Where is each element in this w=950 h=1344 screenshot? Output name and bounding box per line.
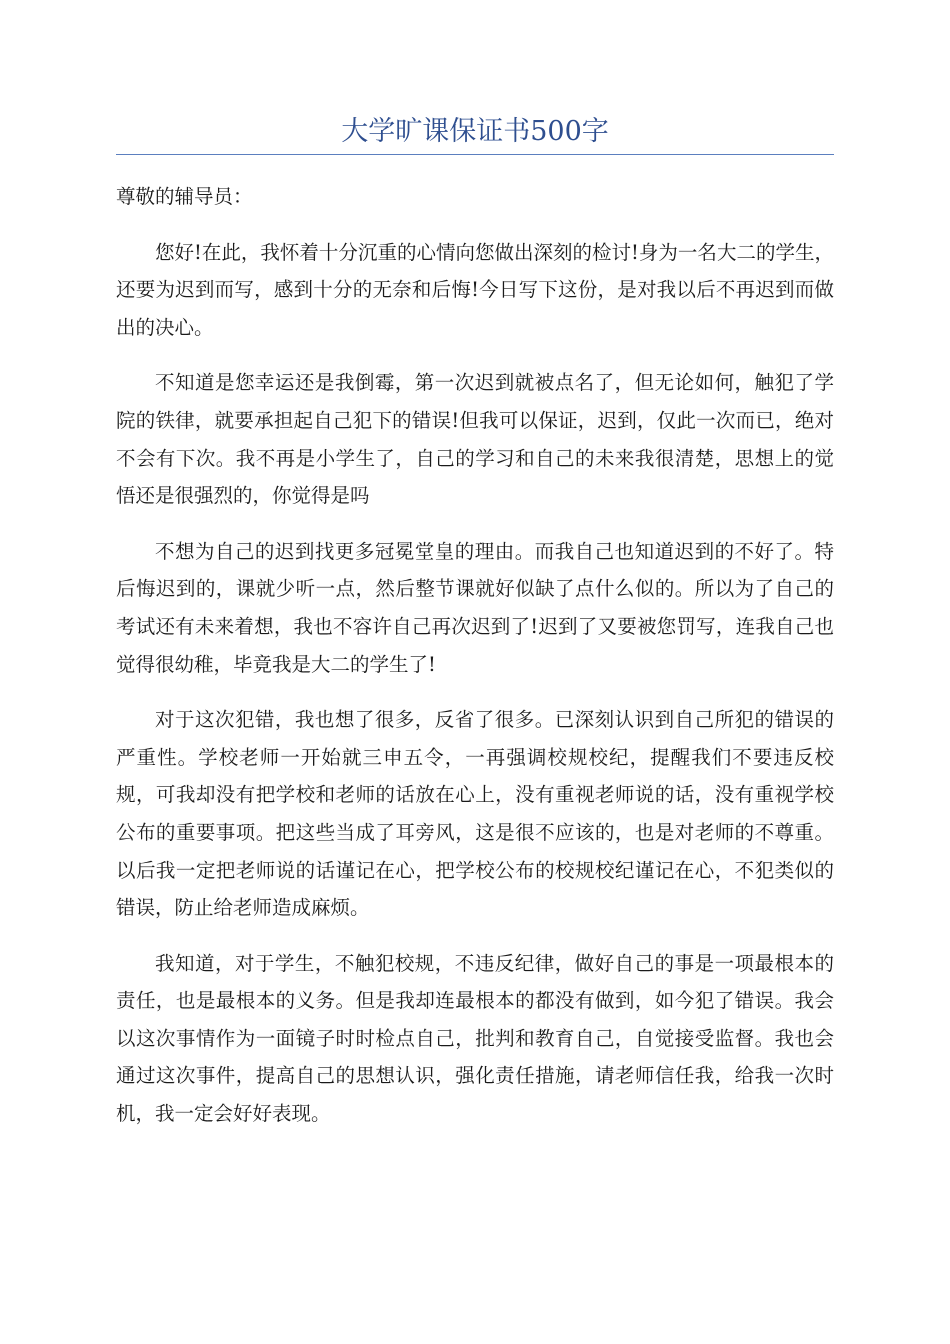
paragraph-2: 不知道是您幸运还是我倒霉，第一次迟到就被点名了，但无论如何，触犯了学院的铁律，就要承担起自己犯下的错误!但我可以保证，迟到，仅此一次而已，绝对不会有下次。我不再是小学生了，自己的学习和自己的未来我很清楚，思想上的觉悟还是很强烈的，你觉得是吗 <box>116 371 834 508</box>
document-body <box>116 178 834 1151</box>
paragraph-1: 您好!在此，我怀着十分沉重的心情向您做出深刻的检讨!身为一名大二的学生，还要为迟到而写，感到十分的无奈和后悔!今日写下这份，是对我以后不再迟到而做出的决心。 <box>116 240 834 339</box>
title-divider <box>116 154 834 155</box>
paragraph-5: 我知道，对于学生，不触犯校规，不违反纪律，做好自己的事是一项最根本的责任，也是最根本的义务。但是我却连最根本的都没有做到，如今犯了错误。我会以这次事情作为一面镜子时时检点自己，批判和教育自己，自觉接受监督。我也会通过这次事件，提高自己的思想认识，强化责任措施，请老师信任我，给我一次时机，我一定会好好表现。 <box>116 951 834 1126</box>
page-title: 大学旷课保证书500字 <box>341 116 609 147</box>
salutation: 尊敬的辅导员： <box>116 185 253 208</box>
paragraph-4: 对于这次犯错，我也想了很多，反省了很多。已深刻认识到自己所犯的错误的严重性。学校老师一开始就三申五令，一再强调校规校纪，提醒我们不要违反校规，可我却没有把学校和老师的话放在心上，没有重视老师说的话，没有重视学校公布的重要事项。把这些当成了耳旁风，这是很不应该的，也是对老师的不尊重。以后我一定把老师说的话谨记在心，把学校公布的校规校纪谨记在心，不犯类似的错误，防止给老师造成麻烦。 <box>116 708 834 920</box>
paragraph-3: 不想为自己的迟到找更多冠冕堂皇的理由。而我自己也知道迟到的不好了。特后悔迟到的，课就少听一点，然后整节课就好似缺了点什么似的。所以为了自己的考试还有未来着想，我也不容许自己再次迟到了!迟到了又要被您罚写，连我自己也觉得很幼稚，毕竟我是大二的学生了! <box>116 539 834 676</box>
